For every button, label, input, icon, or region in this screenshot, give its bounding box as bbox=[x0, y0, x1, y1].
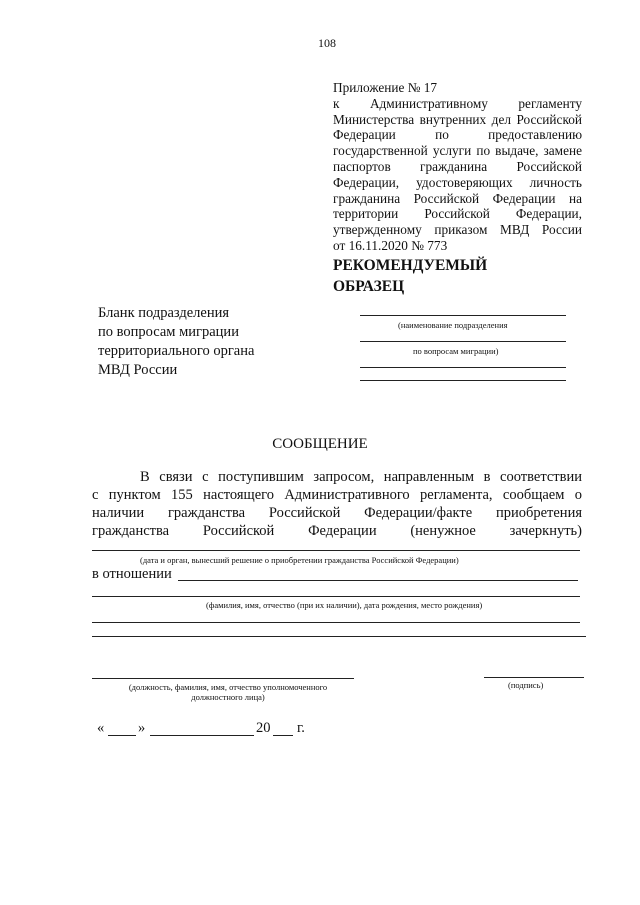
recipient-caption-1: (наименование подразделения bbox=[398, 320, 508, 330]
person-line[interactable] bbox=[92, 596, 580, 597]
date-year-line[interactable] bbox=[273, 735, 293, 736]
appendix-line: территории Российской Федерации, bbox=[333, 206, 582, 222]
date-close-quote: » bbox=[138, 720, 146, 736]
recommended-label-line: РЕКОМЕНДУЕМЫЙ bbox=[333, 257, 488, 274]
letterhead-line: Бланк подразделения bbox=[98, 305, 230, 321]
signature-caption: (подпись) bbox=[508, 680, 544, 690]
document-title: СООБЩЕНИЕ bbox=[272, 436, 368, 452]
date-open-quote: « bbox=[97, 720, 105, 736]
regarding-label: в отношении bbox=[92, 566, 172, 582]
extra-line-2[interactable] bbox=[92, 636, 586, 637]
body-line: гражданства Российской Федерации (ненужное зачеркнуть) bbox=[92, 523, 582, 539]
appendix-line: гражданина Российской Федерации на bbox=[333, 190, 582, 206]
body-line: В связи с поступившим запросом, направленным в соответствии bbox=[140, 469, 582, 485]
appendix-line: Федерации, удостоверяющих личность bbox=[333, 174, 582, 190]
appendix-line: Приложение № 17 bbox=[333, 80, 437, 95]
date-year-prefix: 20 bbox=[256, 720, 271, 736]
date-year-suffix: г. bbox=[297, 720, 305, 736]
letterhead-line: территориального органа bbox=[98, 343, 255, 359]
recipient-line-2[interactable] bbox=[360, 341, 566, 342]
recipient-line-4[interactable] bbox=[360, 380, 566, 381]
date-month-line[interactable] bbox=[150, 735, 254, 736]
person-caption: (фамилия, имя, отчество (при их наличии), дата рождения, место рождения) bbox=[206, 600, 483, 610]
appendix-block bbox=[333, 80, 582, 254]
recommended-label bbox=[333, 255, 487, 297]
recommended-label-line: ОБРАЗЕЦ bbox=[333, 278, 405, 295]
body-line: с пунктом 155 настоящего Административного регламента, сообщаем о bbox=[92, 487, 582, 503]
appendix-line: Министерства внутренних дел Российской bbox=[333, 111, 582, 127]
official-caption-line: (должность, фамилия, имя, отчество уполномоченного bbox=[128, 682, 328, 692]
official-line[interactable] bbox=[92, 678, 354, 679]
letterhead-block bbox=[98, 304, 254, 380]
appendix-line: Федерации по предоставлению bbox=[333, 127, 582, 143]
signature-line[interactable] bbox=[484, 677, 584, 678]
body-paragraph bbox=[92, 468, 582, 540]
regarding-line[interactable] bbox=[178, 580, 578, 581]
letterhead-line: МВД России bbox=[98, 362, 178, 378]
recipient-line-3[interactable] bbox=[360, 367, 566, 368]
letterhead-line: по вопросам миграции bbox=[98, 324, 239, 340]
official-caption bbox=[108, 682, 348, 702]
appendix-line: к Административному регламенту bbox=[333, 95, 582, 111]
decision-line[interactable] bbox=[92, 550, 580, 551]
body-line: наличии гражданства Российской Федерации/факте приобретения bbox=[92, 505, 582, 521]
appendix-line: государственной услуги по выдаче, замене bbox=[333, 143, 582, 159]
recipient-caption-2: по вопросам миграции) bbox=[413, 346, 499, 356]
page-number: 108 bbox=[318, 36, 336, 50]
appendix-line: от 16.11.2020 № 773 bbox=[333, 237, 448, 253]
appendix-line: паспортов гражданина Российской bbox=[333, 158, 582, 174]
appendix-line: утвержденному приказом МВД России bbox=[333, 222, 582, 238]
date-day-line[interactable] bbox=[108, 735, 136, 736]
extra-line-1[interactable] bbox=[92, 622, 580, 623]
recipient-line-1[interactable] bbox=[360, 315, 566, 316]
decision-caption: (дата и орган, вынесший решение о приобретении гражданства Российской Федерации) bbox=[140, 555, 459, 565]
official-caption-line: должностного лица) bbox=[191, 692, 265, 702]
